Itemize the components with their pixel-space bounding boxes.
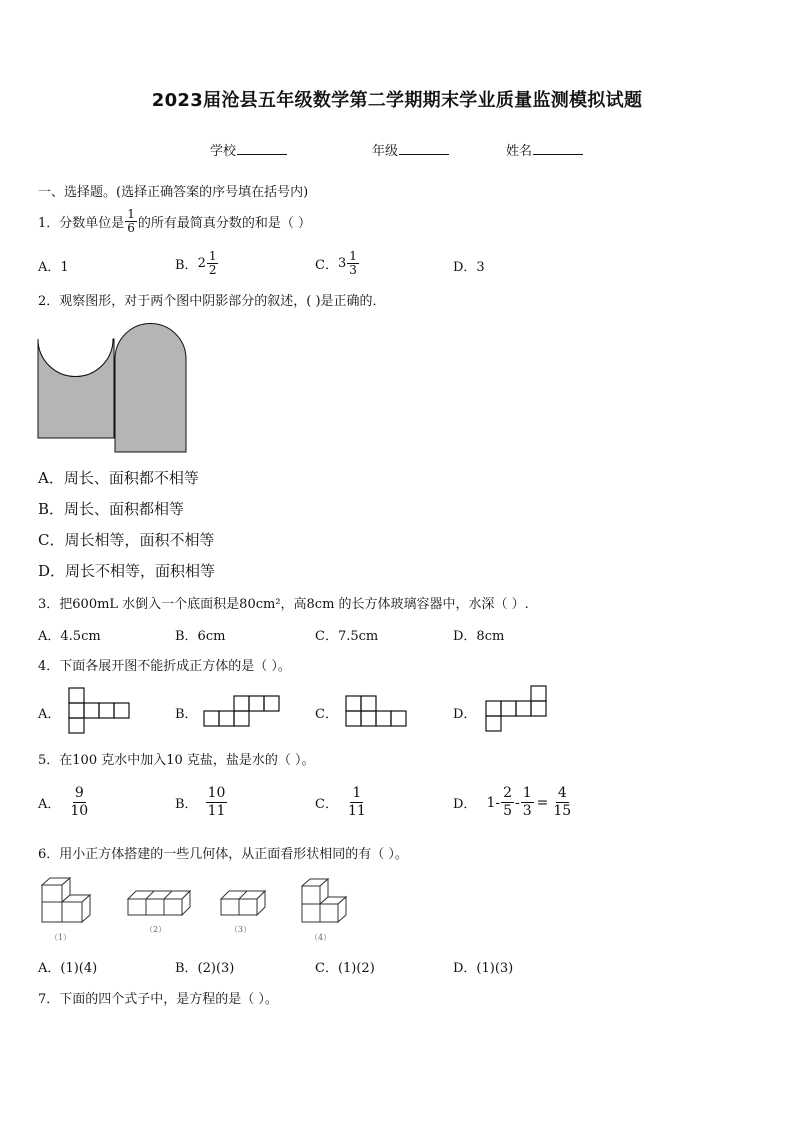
question-2: 2．观察图形，对于两个图中阴影部分的叙述，( )是正确的． — [38, 294, 386, 309]
q3-option-c[interactable]: C．7.5cm — [315, 629, 379, 644]
q1-option-d[interactable]: D．3 — [453, 260, 485, 275]
grade-label: 年级 — [372, 144, 399, 159]
q1-option-c[interactable]: C． 3 $\frac{1}{3}$ — [315, 249, 357, 277]
q6-caption-4: （4） — [310, 933, 332, 942]
q6-option-c[interactable]: C．(1)(2) — [315, 961, 375, 976]
page-title: 2023届沧县五年级数学第二学期期末学业质量监测模拟试题 — [151, 90, 643, 111]
name-label: 姓名 — [506, 144, 533, 159]
q3-option-a[interactable]: A．4.5cm — [38, 629, 101, 644]
q6-option-b[interactable]: B．(2)(3) — [175, 961, 235, 976]
question-5: 5．在100 克水中加入10 克盐，盐是水的（ ）。 — [38, 753, 315, 768]
question-7: 7．下面的四个式子中，是方程的是（ ）。 — [38, 992, 278, 1007]
q4-option-c[interactable]: C． — [315, 707, 338, 722]
q5-option-a[interactable]: A． $\frac{9}{10}$ — [38, 785, 89, 819]
school-label: 学校 — [210, 144, 237, 159]
q1-option-a[interactable]: A．1 — [38, 260, 69, 275]
q4-option-b[interactable]: B． — [175, 707, 198, 722]
q6-option-a[interactable]: A．(1)(4) — [38, 961, 98, 976]
q6-caption-1: （1） — [50, 933, 72, 942]
q2-option-d[interactable]: D．周长不相等，面积相等 — [38, 562, 216, 580]
q4-option-a[interactable]: A． — [38, 707, 61, 722]
q2-option-a[interactable]: A．周长、面积都不相等 — [38, 469, 199, 487]
q5-option-d[interactable]: D． 1- $\frac{2}{5}$ - $\frac{1}{3}$ = $\frac{4}{15}$ — [453, 785, 572, 819]
q6-caption-2: （2） — [145, 925, 167, 934]
q1-option-b[interactable]: B． 2 $\frac{1}{2}$ — [175, 249, 217, 277]
q5-option-c[interactable]: C． $\frac{1}{11}$ — [315, 785, 366, 819]
q3-option-d[interactable]: D．8cm — [453, 629, 505, 644]
question-4: 4．下面各展开图不能折成正方体的是（ ）。 — [38, 659, 291, 674]
q6-option-d[interactable]: D．(1)(3) — [453, 961, 514, 976]
q1-prefix: 1．分数单位是 — [38, 216, 125, 231]
q1-suffix: 的所有最简真分数的和是（ ） — [137, 216, 312, 231]
q3-option-b[interactable]: B．6cm — [175, 629, 226, 644]
q4-option-d[interactable]: D． — [453, 707, 477, 722]
question-6: 6．用小正方体搭建的一些几何体，从正面看形状相同的有（ ）。 — [38, 847, 408, 862]
q5-option-b[interactable]: B． $\frac{10}{11}$ — [175, 785, 226, 819]
section-title: 一、选择题。(选择正确答案的序号填在括号内) — [38, 185, 309, 200]
q2-option-b[interactable]: B．周长、面积都相等 — [38, 500, 185, 518]
q2-option-c[interactable]: C．周长相等，面积不相等 — [38, 531, 215, 549]
q1-fraction: $\frac{1}{6}$ — [127, 207, 135, 235]
question-3: 3．把600mL 水倒入一个底面积是80cm²，高8cm 的长方体玻璃容器中，水深（ ）. — [38, 597, 529, 612]
q6-caption-3: （3） — [230, 925, 252, 934]
